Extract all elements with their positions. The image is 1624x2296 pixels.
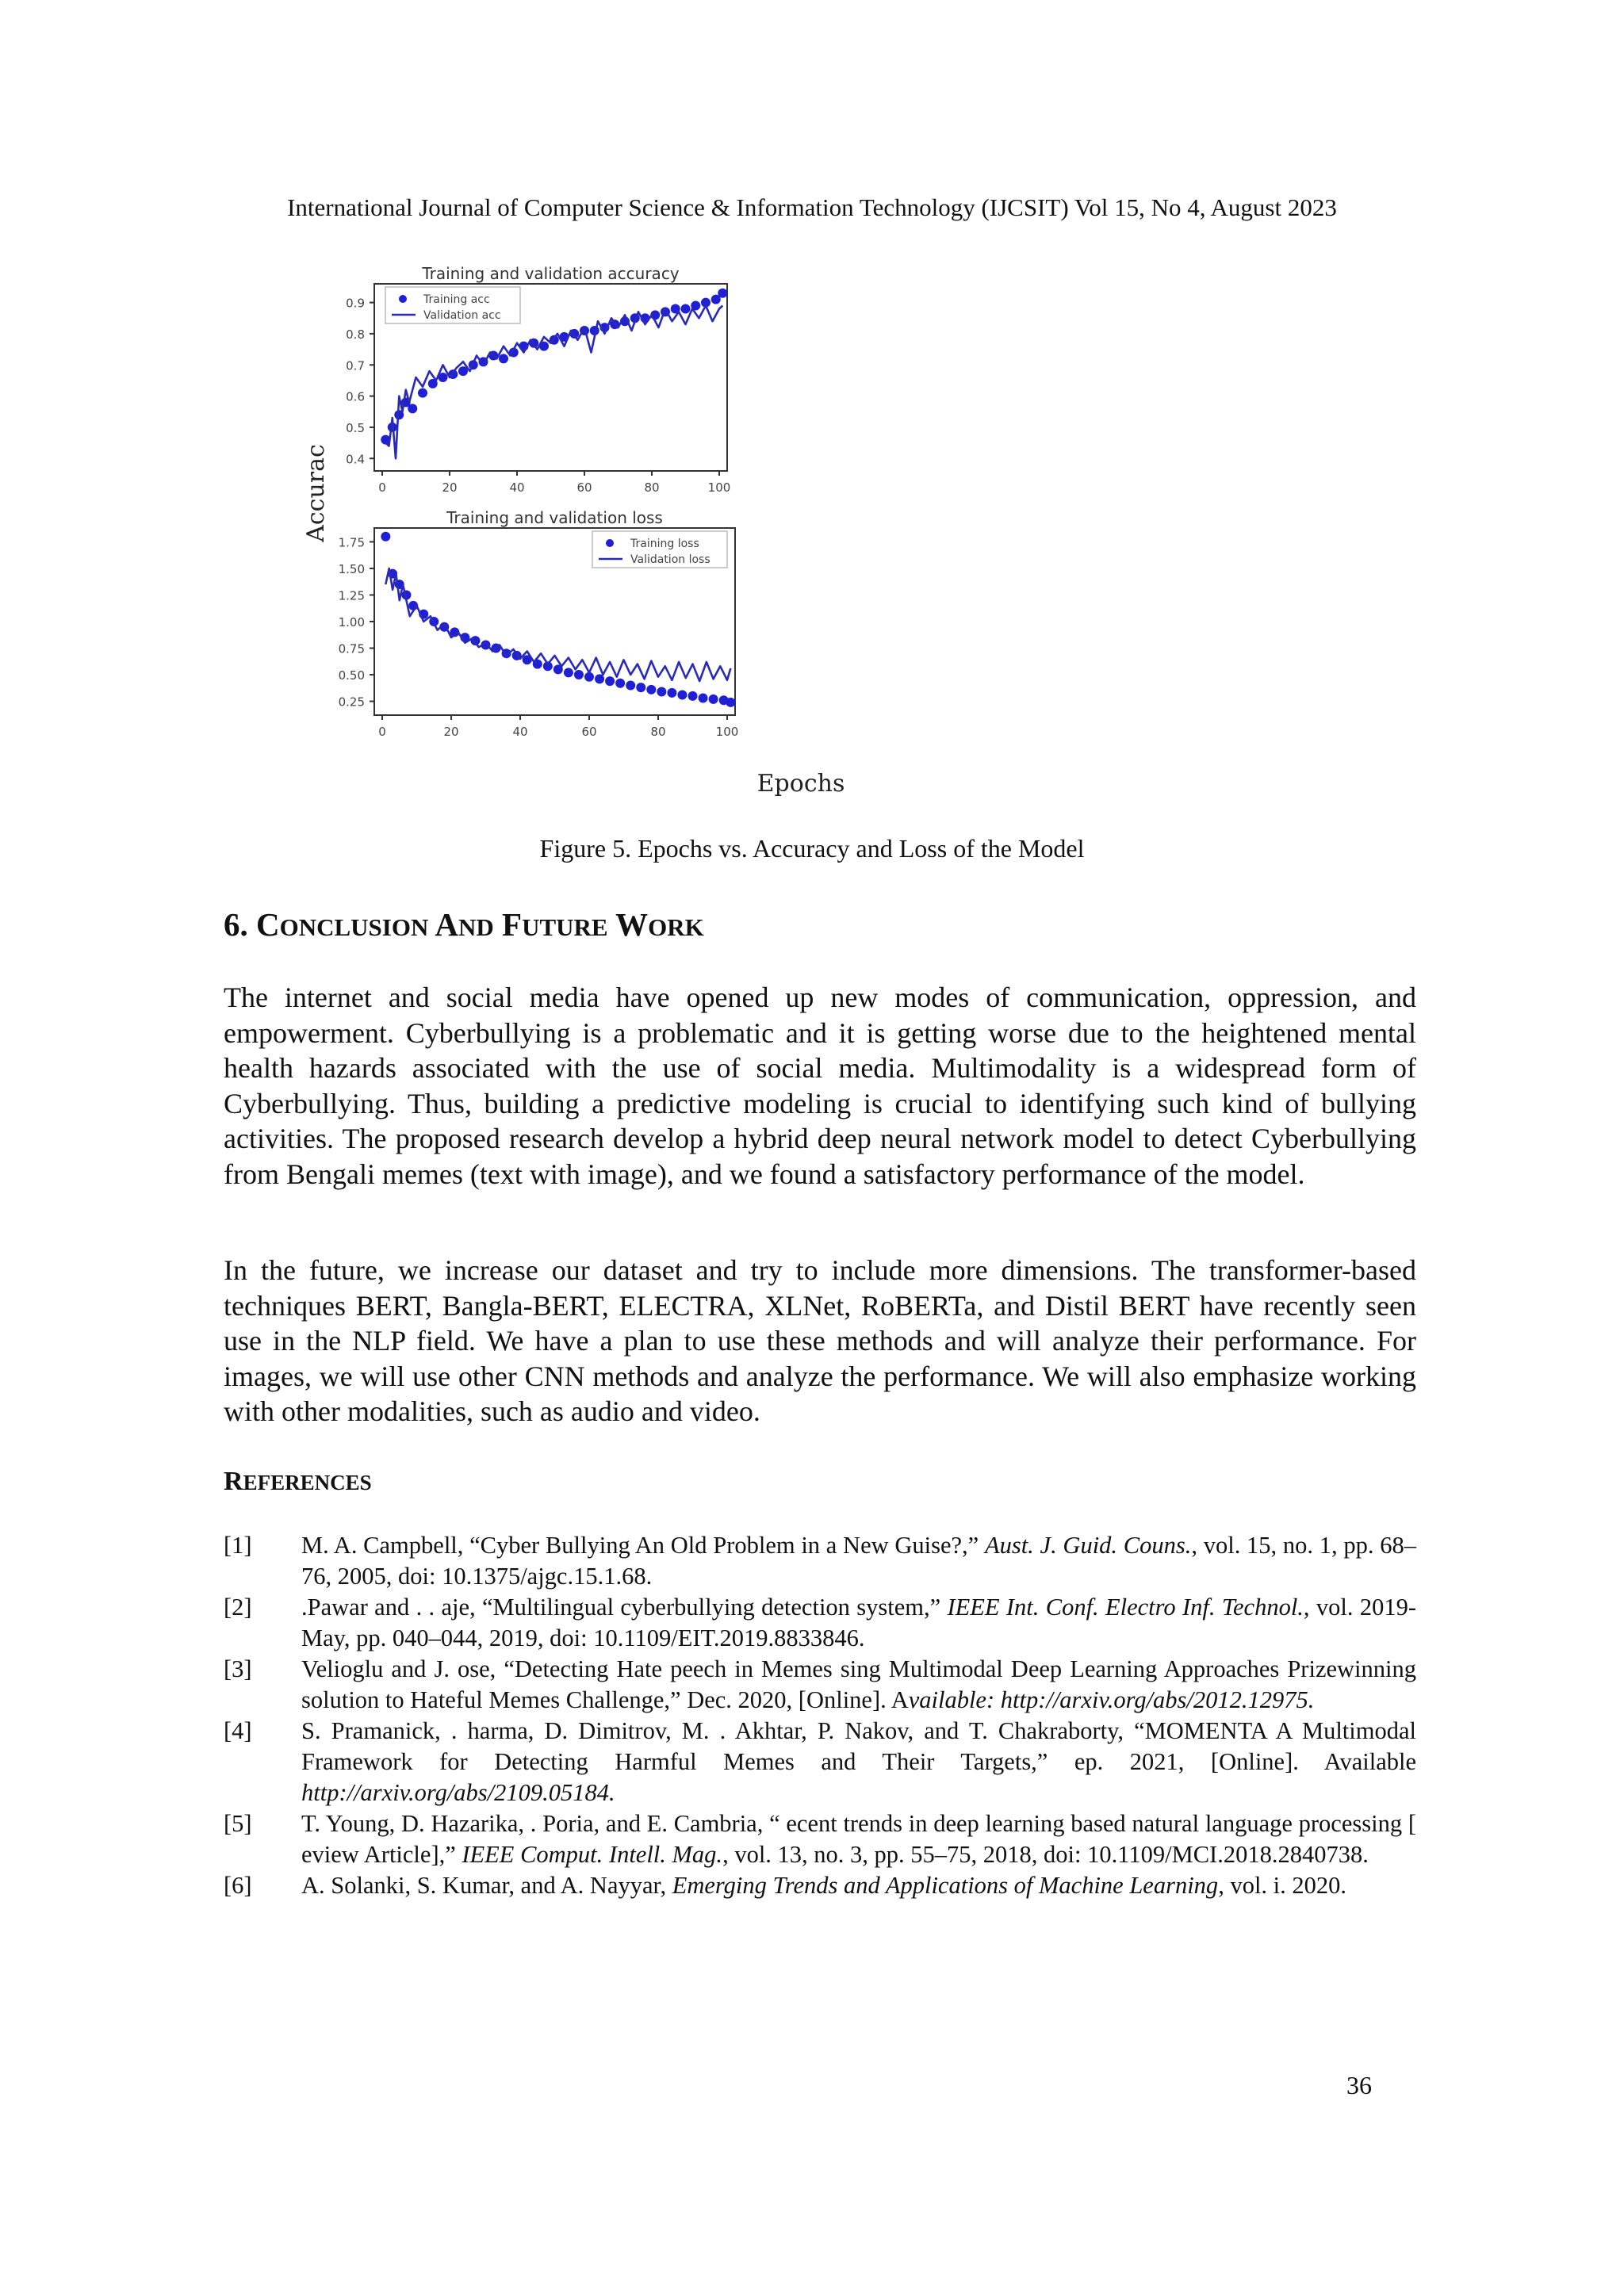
data-point [499, 354, 508, 363]
section-title-word: W [615, 906, 649, 943]
reference-text: .Pawar and . . aje, “Multilingual cyberbullying detection system,” IEEE Int. Conf. Electro Inf. Technol., vol. 2019-May, pp. 040–044, 2019, doi: 10.1109/EIT.2019.8833846. [301, 1594, 1416, 1651]
legend-marker [606, 539, 614, 547]
x-tick-label: 40 [509, 480, 525, 495]
x-tick-label: 60 [581, 725, 597, 739]
reference-number: [1] [224, 1532, 252, 1559]
section-number: 6. [224, 906, 248, 943]
reference-item [224, 1654, 1416, 1716]
data-point [667, 688, 676, 698]
reference-item [224, 1808, 1416, 1870]
legend-label: Training acc [423, 293, 490, 306]
y-tick-label: 1.25 [338, 588, 365, 603]
section-title-word-rest: UTURE [522, 913, 608, 941]
references-heading [224, 1467, 372, 1497]
data-point [681, 304, 691, 313]
data-point [574, 670, 584, 679]
x-tick-label: 20 [442, 480, 458, 495]
x-tick-label: 100 [707, 480, 731, 495]
data-point [636, 683, 645, 692]
reference-list [224, 1530, 1416, 1901]
y-tick-label: 0.4 [346, 452, 365, 467]
legend-label: Training loss [630, 538, 699, 550]
y-tick-label: 0.50 [338, 668, 365, 683]
reference-number: [5] [224, 1810, 252, 1837]
data-point [657, 687, 666, 697]
x-tick-label: 40 [512, 725, 528, 739]
data-point [381, 532, 390, 541]
y-tick-label: 0.9 [346, 296, 365, 311]
y-tick-label: 0.6 [346, 389, 365, 404]
data-point [626, 680, 635, 690]
figure-5 [285, 255, 1221, 810]
x-tick-label: 80 [650, 725, 666, 739]
data-point [677, 691, 687, 700]
reference-item [224, 1530, 1416, 1592]
reference-item [224, 1870, 1416, 1901]
reference-number: [4] [224, 1717, 252, 1744]
legend-label: Validation acc [423, 309, 501, 322]
y-tick-label: 1.75 [338, 535, 365, 550]
reference-text: M. A. Campbell, “Cyber Bullying An Old Problem in a New Guise?,” Aust. J. Guid. Couns., vol. 15, no. 1, pp. 68–76, 2005, doi: 10.1375/ajgc.15.1.68. [301, 1532, 1416, 1590]
data-point [709, 695, 718, 704]
y-tick-label: 0.8 [346, 327, 365, 342]
body-paragraph-1: The internet and social media have opened up new modes of communication, oppression, and empowerment. Cyberbullying is a problematic and it is getting worse due to the heightened mental health hazards associated with the use of social media. Multimodality is a widespread form of Cyberbullying. Thus, building a predictive modeling is crucial to identifying such kind of bullying activities. The proposed research develop a hybrid deep neural network model to detect Cyberbullying from Bengali memes (text with image), and we found a satisfactory performance of the model. [224, 982, 1416, 1190]
references-heading-cap: R [224, 1467, 243, 1496]
reference-number: [6] [224, 1872, 252, 1899]
data-point [418, 388, 427, 398]
data-point [699, 694, 708, 703]
section-title-word-rest: ND [458, 913, 494, 941]
reference-number: [2] [224, 1594, 252, 1621]
y-tick-label: 0.7 [346, 358, 365, 373]
data-point [726, 698, 735, 707]
legend-label: Validation loss [630, 553, 710, 566]
section-title-word: A [435, 906, 458, 943]
reference-number: [3] [224, 1655, 252, 1682]
x-tick-label: 20 [443, 725, 459, 739]
section-title-word: C [256, 906, 280, 943]
y-tick-label: 0.25 [338, 695, 365, 710]
y-tick-label: 0.5 [346, 420, 365, 435]
references-heading-rest: EFERENCES [243, 1471, 372, 1494]
data-point [646, 685, 656, 695]
x-tick-label: 80 [644, 480, 660, 495]
figure-y-axis-label: Accurac [302, 444, 330, 542]
data-point [615, 679, 625, 688]
reference-item [224, 1592, 1416, 1654]
data-point [408, 404, 417, 413]
data-point [718, 289, 727, 298]
section-title [224, 905, 704, 943]
body-paragraph-2: In the future, we increase our dataset and try to include more dimensions. The transformer-based techniques BERT, Bangla-BERT, ELECTRA, XLNet, RoBERTa, and Distil BERT have recently seen use in the NLP field. We have a plan to use these methods and will analyze their performance. For images, we will use other CNN methods and analyze the performance. We will also emphasize working with other modalities, such as audio and video. [224, 1254, 1416, 1427]
x-tick-label: 0 [378, 725, 386, 739]
chart-title: Training and validation loss [446, 508, 663, 527]
figure-x-axis-label: Epochs [756, 770, 845, 798]
x-tick-label: 60 [576, 480, 592, 495]
y-tick-label: 0.75 [338, 641, 365, 656]
reference-text: T. Young, D. Hazarika, . Poria, and E. Cambria, “ ecent trends in deep learning based natural language processing [ eview Article],” IEEE Comput. Intell. Mag., vol. 13, no. 3, pp. 55–75, 2018, doi: 10.1109/MCI.2018.2840738. [301, 1810, 1416, 1868]
section-title-word: F [502, 906, 523, 943]
section-title-word-rest: ONCLUSION [279, 913, 429, 941]
y-tick-label: 1.50 [338, 561, 365, 576]
reference-text: A. Solanki, S. Kumar, and A. Nayyar, Emerging Trends and Applications of Machine Learning, vol. i. 2020. [301, 1872, 1347, 1899]
section-title-word-rest: ORK [648, 913, 704, 941]
page-number: 36 [1346, 2071, 1372, 2099]
reference-text: Velioglu and J. ose, “Detecting Hate peech in Memes sing Multimodal Deep Learning Approaches Prizewinning solution to Hateful Memes Challenge,” Dec. 2020, [Online]. Available: http://arxiv.org/abs/2012.12975. [301, 1655, 1416, 1713]
x-tick-label: 100 [715, 725, 739, 739]
x-tick-label: 0 [378, 480, 386, 495]
running-header: International Journal of Computer Science & Information Technology (IJCSIT) Vol 15, No 4, August 2023 [287, 193, 1337, 221]
figure-5-chart [285, 255, 1221, 810]
figure-caption: Figure 5. Epochs vs. Accuracy and Loss of the Model [539, 834, 1085, 863]
data-point [605, 676, 615, 686]
data-point [688, 691, 698, 701]
reference-item [224, 1716, 1416, 1808]
chart-title: Training and validation accuracy [422, 264, 680, 283]
legend-marker [399, 295, 407, 303]
data-point [564, 668, 573, 677]
reference-text: S. Pramanick, . harma, D. Dimitrov, M. . Akhtar, P. Nakov, and T. Chakraborty, “MOMENTA A Multimodal Framework for Detecting Harmful Memes and Their Targets,” ep. 2021, [Online]. Available http://arxiv.org/abs/2109.05184. [301, 1717, 1416, 1806]
y-tick-label: 1.00 [338, 615, 365, 629]
